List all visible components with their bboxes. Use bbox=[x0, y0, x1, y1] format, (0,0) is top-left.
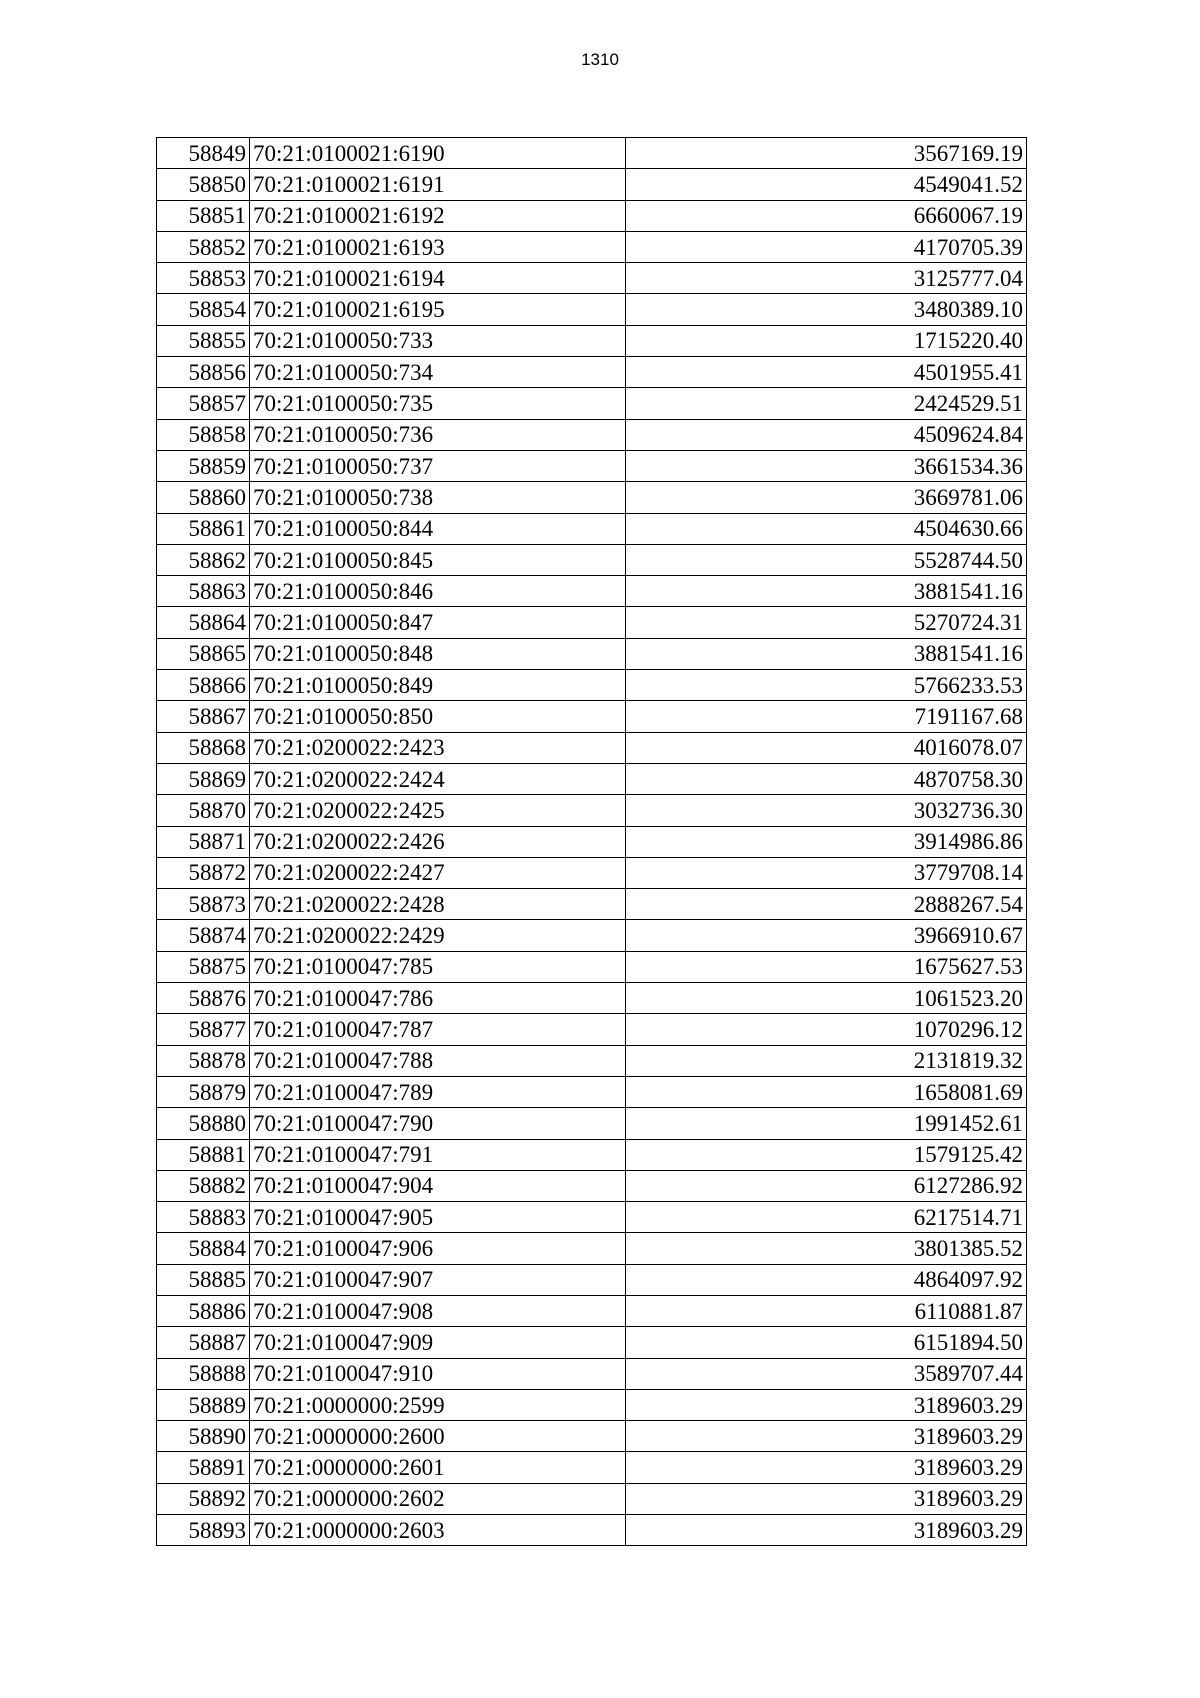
row-number-cell: 58866 bbox=[157, 670, 250, 701]
table-row bbox=[157, 1076, 1027, 1107]
cadastral-number-cell: 70:21:0100021:6192 bbox=[250, 200, 626, 231]
cadastral-number-cell: 70:21:0100050:733 bbox=[250, 325, 626, 356]
cadastral-value-cell: 6127286.92 bbox=[626, 1170, 1027, 1201]
cadastral-value-cell: 6110881.87 bbox=[626, 1295, 1027, 1326]
table-row bbox=[157, 1295, 1027, 1326]
table-row bbox=[157, 1233, 1027, 1264]
row-number-cell: 58869 bbox=[157, 763, 250, 794]
cadastral-number-cell: 70:21:0100050:849 bbox=[250, 670, 626, 701]
row-number-cell: 58850 bbox=[157, 169, 250, 200]
table-row bbox=[157, 1389, 1027, 1420]
cadastral-value-cell: 4170705.39 bbox=[626, 231, 1027, 262]
row-number-cell: 58852 bbox=[157, 231, 250, 262]
cadastral-number-cell: 70:21:0100050:845 bbox=[250, 544, 626, 575]
cadastral-number-cell: 70:21:0100050:736 bbox=[250, 419, 626, 450]
row-number-cell: 58882 bbox=[157, 1170, 250, 1201]
row-number-cell: 58868 bbox=[157, 732, 250, 763]
cadastral-value-cell: 2888267.54 bbox=[626, 889, 1027, 920]
cadastral-value-cell: 3189603.29 bbox=[626, 1421, 1027, 1452]
cadastral-number-cell: 70:21:0100050:848 bbox=[250, 638, 626, 669]
row-number-cell: 58872 bbox=[157, 857, 250, 888]
row-number-cell: 58892 bbox=[157, 1483, 250, 1514]
cadastral-number-cell: 70:21:0100047:904 bbox=[250, 1170, 626, 1201]
cadastral-number-cell: 70:21:0000000:2599 bbox=[250, 1389, 626, 1420]
cadastral-number-cell: 70:21:0100050:738 bbox=[250, 482, 626, 513]
table-row bbox=[157, 388, 1027, 419]
table-row bbox=[157, 1264, 1027, 1295]
cadastral-value-cell: 1715220.40 bbox=[626, 325, 1027, 356]
cadastral-value-cell: 4870758.30 bbox=[626, 763, 1027, 794]
cadastral-value-cell: 6151894.50 bbox=[626, 1327, 1027, 1358]
cadastral-number-cell: 70:21:0200022:2424 bbox=[250, 763, 626, 794]
cadastral-number-cell: 70:21:0100050:735 bbox=[250, 388, 626, 419]
table-row bbox=[157, 857, 1027, 888]
row-number-cell: 58877 bbox=[157, 1014, 250, 1045]
table-row bbox=[157, 325, 1027, 356]
row-number-cell: 58851 bbox=[157, 200, 250, 231]
row-number-cell: 58853 bbox=[157, 263, 250, 294]
row-number-cell: 58855 bbox=[157, 325, 250, 356]
row-number-cell: 58873 bbox=[157, 889, 250, 920]
cadastral-value-cell: 3189603.29 bbox=[626, 1452, 1027, 1483]
cadastral-value-cell: 1579125.42 bbox=[626, 1139, 1027, 1170]
row-number-cell: 58880 bbox=[157, 1108, 250, 1139]
cadastral-number-cell: 70:21:0200022:2423 bbox=[250, 732, 626, 763]
cadastral-number-cell: 70:21:0100050:847 bbox=[250, 607, 626, 638]
cadastral-value-cell: 2131819.32 bbox=[626, 1045, 1027, 1076]
row-number-cell: 58881 bbox=[157, 1139, 250, 1170]
cadastral-number-cell: 70:21:0000000:2603 bbox=[250, 1515, 626, 1546]
cadastral-value-cell: 5270724.31 bbox=[626, 607, 1027, 638]
cadastral-value-cell: 5766233.53 bbox=[626, 670, 1027, 701]
table-row bbox=[157, 1515, 1027, 1546]
table-row bbox=[157, 1483, 1027, 1514]
cadastral-value-cell: 3661534.36 bbox=[626, 450, 1027, 481]
row-number-cell: 58858 bbox=[157, 419, 250, 450]
table-row bbox=[157, 1170, 1027, 1201]
row-number-cell: 58870 bbox=[157, 795, 250, 826]
row-number-cell: 58893 bbox=[157, 1515, 250, 1546]
cadastral-value-cell: 1658081.69 bbox=[626, 1076, 1027, 1107]
table-row bbox=[157, 138, 1027, 169]
row-number-cell: 58890 bbox=[157, 1421, 250, 1452]
row-number-cell: 58876 bbox=[157, 983, 250, 1014]
cadastral-value-cell: 1070296.12 bbox=[626, 1014, 1027, 1045]
cadastral-value-cell: 1675627.53 bbox=[626, 951, 1027, 982]
cadastral-number-cell: 70:21:0100021:6194 bbox=[250, 263, 626, 294]
cadastral-number-cell: 70:21:0100047:908 bbox=[250, 1295, 626, 1326]
row-number-cell: 58861 bbox=[157, 513, 250, 544]
cadastral-number-cell: 70:21:0100050:850 bbox=[250, 701, 626, 732]
cadastral-value-cell: 7191167.68 bbox=[626, 701, 1027, 732]
table-row bbox=[157, 1202, 1027, 1233]
cadastral-number-cell: 70:21:0100047:906 bbox=[250, 1233, 626, 1264]
row-number-cell: 58864 bbox=[157, 607, 250, 638]
cadastral-value-cell: 2424529.51 bbox=[626, 388, 1027, 419]
cadastral-value-cell: 3966910.67 bbox=[626, 920, 1027, 951]
table-row bbox=[157, 763, 1027, 794]
cadastral-number-cell: 70:21:0100047:791 bbox=[250, 1139, 626, 1170]
table-row bbox=[157, 920, 1027, 951]
table-row bbox=[157, 670, 1027, 701]
table-row bbox=[157, 482, 1027, 513]
cadastral-value-cell: 4549041.52 bbox=[626, 169, 1027, 200]
cadastral-number-cell: 70:21:0100047:910 bbox=[250, 1358, 626, 1389]
table-row bbox=[157, 1139, 1027, 1170]
row-number-cell: 58888 bbox=[157, 1358, 250, 1389]
row-number-cell: 58887 bbox=[157, 1327, 250, 1358]
row-number-cell: 58867 bbox=[157, 701, 250, 732]
row-number-cell: 58865 bbox=[157, 638, 250, 669]
cadastral-number-cell: 70:21:0100021:6193 bbox=[250, 231, 626, 262]
cadastral-number-cell: 70:21:0100047:786 bbox=[250, 983, 626, 1014]
row-number-cell: 58891 bbox=[157, 1452, 250, 1483]
row-number-cell: 58878 bbox=[157, 1045, 250, 1076]
cadastral-number-cell: 70:21:0100047:788 bbox=[250, 1045, 626, 1076]
cadastral-number-cell: 70:21:0100047:905 bbox=[250, 1202, 626, 1233]
cadastral-number-cell: 70:21:0100047:909 bbox=[250, 1327, 626, 1358]
table-row bbox=[157, 1108, 1027, 1139]
cadastral-value-cell: 4016078.07 bbox=[626, 732, 1027, 763]
row-number-cell: 58849 bbox=[157, 138, 250, 169]
table-row bbox=[157, 983, 1027, 1014]
cadastral-value-cell: 3032736.30 bbox=[626, 795, 1027, 826]
table-row bbox=[157, 951, 1027, 982]
cadastral-number-cell: 70:21:0000000:2602 bbox=[250, 1483, 626, 1514]
table-row bbox=[157, 638, 1027, 669]
table-row bbox=[157, 169, 1027, 200]
cadastral-number-cell: 70:21:0100050:734 bbox=[250, 357, 626, 388]
cadastral-number-cell: 70:21:0000000:2601 bbox=[250, 1452, 626, 1483]
cadastral-value-cell: 3125777.04 bbox=[626, 263, 1027, 294]
cadastral-value-cell: 3189603.29 bbox=[626, 1389, 1027, 1420]
row-number-cell: 58883 bbox=[157, 1202, 250, 1233]
table-row bbox=[157, 889, 1027, 920]
table-row bbox=[157, 1014, 1027, 1045]
row-number-cell: 58859 bbox=[157, 450, 250, 481]
cadastral-value-table bbox=[156, 137, 1027, 1546]
table-row bbox=[157, 294, 1027, 325]
table-row bbox=[157, 544, 1027, 575]
table-row bbox=[157, 419, 1027, 450]
cadastral-number-cell: 70:21:0200022:2428 bbox=[250, 889, 626, 920]
cadastral-number-cell: 70:21:0100047:789 bbox=[250, 1076, 626, 1107]
cadastral-value-cell: 3914986.86 bbox=[626, 826, 1027, 857]
table-row bbox=[157, 701, 1027, 732]
cadastral-value-cell: 1991452.61 bbox=[626, 1108, 1027, 1139]
cadastral-value-cell: 3567169.19 bbox=[626, 138, 1027, 169]
table-row bbox=[157, 1045, 1027, 1076]
table-row bbox=[157, 1358, 1027, 1389]
row-number-cell: 58860 bbox=[157, 482, 250, 513]
row-number-cell: 58875 bbox=[157, 951, 250, 982]
row-number-cell: 58874 bbox=[157, 920, 250, 951]
row-number-cell: 58886 bbox=[157, 1295, 250, 1326]
row-number-cell: 58885 bbox=[157, 1264, 250, 1295]
cadastral-number-cell: 70:21:0100021:6195 bbox=[250, 294, 626, 325]
cadastral-value-cell: 4509624.84 bbox=[626, 419, 1027, 450]
row-number-cell: 58857 bbox=[157, 388, 250, 419]
cadastral-value-cell: 4501955.41 bbox=[626, 357, 1027, 388]
table-row bbox=[157, 732, 1027, 763]
cadastral-number-cell: 70:21:0200022:2426 bbox=[250, 826, 626, 857]
cadastral-number-cell: 70:21:0100047:907 bbox=[250, 1264, 626, 1295]
cadastral-number-cell: 70:21:0100021:6190 bbox=[250, 138, 626, 169]
table-row bbox=[157, 357, 1027, 388]
table-row bbox=[157, 576, 1027, 607]
cadastral-number-cell: 70:21:0200022:2429 bbox=[250, 920, 626, 951]
table-row bbox=[157, 263, 1027, 294]
cadastral-number-cell: 70:21:0100047:787 bbox=[250, 1014, 626, 1045]
page-number: 1310 bbox=[581, 50, 619, 69]
cadastral-value-cell: 3801385.52 bbox=[626, 1233, 1027, 1264]
cadastral-value-cell: 3669781.06 bbox=[626, 482, 1027, 513]
cadastral-value-cell: 3881541.16 bbox=[626, 638, 1027, 669]
cadastral-value-cell: 3589707.44 bbox=[626, 1358, 1027, 1389]
table-row bbox=[157, 450, 1027, 481]
table-row bbox=[157, 513, 1027, 544]
row-number-cell: 58863 bbox=[157, 576, 250, 607]
row-number-cell: 58879 bbox=[157, 1076, 250, 1107]
cadastral-number-cell: 70:21:0100050:737 bbox=[250, 450, 626, 481]
table-row bbox=[157, 1327, 1027, 1358]
table-row bbox=[157, 826, 1027, 857]
cadastral-value-cell: 1061523.20 bbox=[626, 983, 1027, 1014]
cadastral-number-cell: 70:21:0100050:846 bbox=[250, 576, 626, 607]
table-row bbox=[157, 200, 1027, 231]
cadastral-number-cell: 70:21:0100047:790 bbox=[250, 1108, 626, 1139]
table-row bbox=[157, 795, 1027, 826]
cadastral-value-cell: 3779708.14 bbox=[626, 857, 1027, 888]
cadastral-value-cell: 3881541.16 bbox=[626, 576, 1027, 607]
cadastral-value-cell: 3189603.29 bbox=[626, 1483, 1027, 1514]
row-number-cell: 58856 bbox=[157, 357, 250, 388]
row-number-cell: 58862 bbox=[157, 544, 250, 575]
row-number-cell: 58884 bbox=[157, 1233, 250, 1264]
cadastral-value-cell: 3189603.29 bbox=[626, 1515, 1027, 1546]
table-row bbox=[157, 607, 1027, 638]
cadastral-value-cell: 6660067.19 bbox=[626, 200, 1027, 231]
cadastral-value-cell: 3480389.10 bbox=[626, 294, 1027, 325]
cadastral-number-cell: 70:21:0100047:785 bbox=[250, 951, 626, 982]
cadastral-number-cell: 70:21:0100050:844 bbox=[250, 513, 626, 544]
cadastral-value-cell: 4504630.66 bbox=[626, 513, 1027, 544]
cadastral-number-cell: 70:21:0100021:6191 bbox=[250, 169, 626, 200]
cadastral-value-cell: 5528744.50 bbox=[626, 544, 1027, 575]
cadastral-number-cell: 70:21:0200022:2425 bbox=[250, 795, 626, 826]
cadastral-number-cell: 70:21:0200022:2427 bbox=[250, 857, 626, 888]
row-number-cell: 58889 bbox=[157, 1389, 250, 1420]
cadastral-value-cell: 6217514.71 bbox=[626, 1202, 1027, 1233]
table-row bbox=[157, 1421, 1027, 1452]
cadastral-number-cell: 70:21:0000000:2600 bbox=[250, 1421, 626, 1452]
row-number-cell: 58854 bbox=[157, 294, 250, 325]
table-row bbox=[157, 1452, 1027, 1483]
cadastral-value-cell: 4864097.92 bbox=[626, 1264, 1027, 1295]
row-number-cell: 58871 bbox=[157, 826, 250, 857]
table-row bbox=[157, 231, 1027, 262]
table-body bbox=[157, 138, 1027, 1546]
